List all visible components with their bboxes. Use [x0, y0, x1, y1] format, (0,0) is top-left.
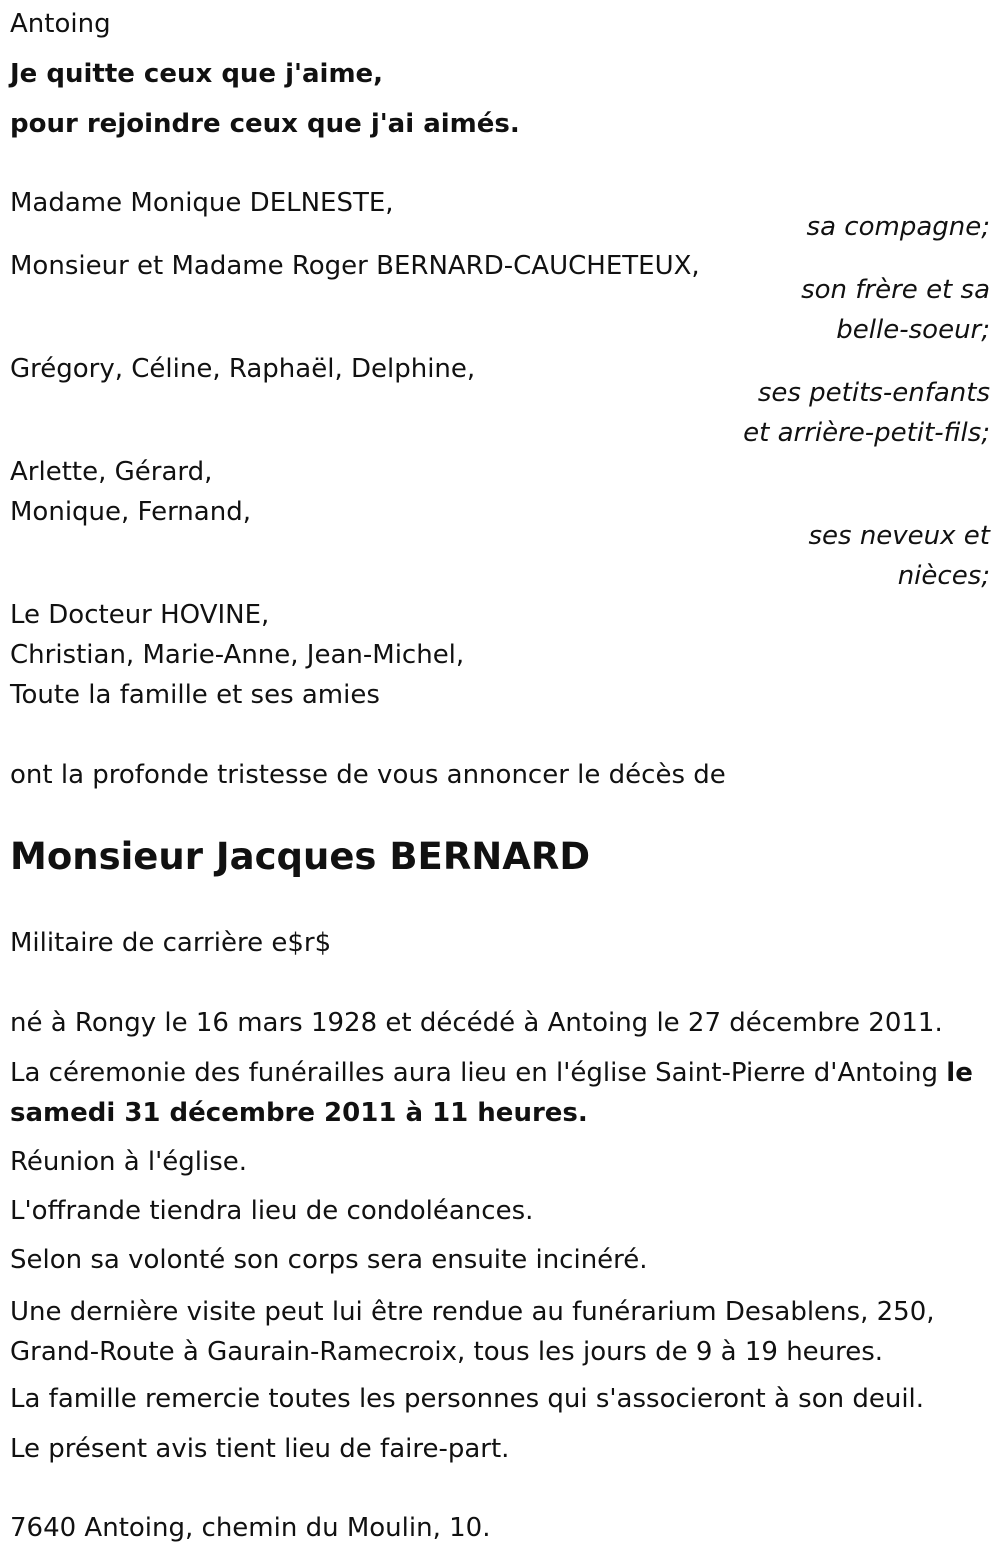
others-line-1: Le Docteur HOVINE, — [10, 600, 270, 630]
birth-death-dates: né à Rongy le 16 mars 1928 et décédé à Antoing le 27 décembre 2011. — [10, 1008, 943, 1038]
thanks-text: La famille remercie toutes les personnes qui s'associeront à son deuil. — [10, 1384, 925, 1414]
nephews-relation-line-1: ses neveux et — [808, 521, 990, 551]
notice-text: Le présent avis tient lieu de faire-part. — [10, 1434, 510, 1464]
nephews-names-line-2: Monique, Fernand, — [10, 497, 251, 527]
meeting-info: Réunion à l'église. — [10, 1147, 248, 1177]
ceremony-text: La céremonie des funérailles aura lieu en l'église Saint-Pierre d'Antoing — [10, 1058, 947, 1088]
nephews-relation-line-2: nièces; — [897, 561, 990, 591]
offering-info: L'offrande tiendra lieu de condoléances. — [10, 1196, 534, 1226]
town-heading: Antoing — [10, 9, 111, 39]
announcement-intro: ont la profonde tristesse de vous annoncer le décès de — [10, 760, 726, 790]
nephews-names-line-1: Arlette, Gérard, — [10, 457, 213, 487]
quote-line-2: pour rejoindre ceux que j'ai aimés. — [10, 109, 520, 139]
visit-info: Une dernière visite peut lui être rendue au funérarium Desablens, 250, Grand-Route à Gaurain-Ramecroix, tous les jours de 9 à 19 heures. — [10, 1297, 935, 1367]
ceremony-date: le samedi 31 décembre 2011 à 11 heures. — [10, 1058, 973, 1128]
cremation-info: Selon sa volonté son corps sera ensuite incinéré. — [10, 1245, 648, 1275]
grandchildren-names: Grégory, Céline, Raphaël, Delphine, — [10, 354, 476, 384]
deceased-name: Monsieur Jacques BERNARD — [10, 835, 591, 878]
sibling-relation-line-2: belle-soeur; — [836, 315, 990, 345]
grandchildren-relation-line-2: et arrière-petit-fils; — [743, 418, 990, 448]
others-line-2: Christian, Marie-Anne, Jean-Michel, — [10, 640, 465, 670]
sibling-relation-line-1: son frère et sa — [801, 275, 990, 305]
family-address: 7640 Antoing, chemin du Moulin, 10. — [10, 1513, 491, 1543]
companion-relation: sa compagne; — [806, 212, 990, 242]
quote-line-1: Je quitte ceux que j'aime, — [10, 59, 384, 89]
sibling-name: Monsieur et Madame Roger BERNARD-CAUCHETEUX, — [10, 251, 700, 281]
others-line-3: Toute la famille et ses amies — [10, 680, 380, 710]
companion-name: Madame Monique DELNESTE, — [10, 188, 394, 218]
occupation: Militaire de carrière e$r$ — [10, 928, 332, 958]
ceremony-paragraph — [10, 1053, 990, 1133]
grandchildren-relation-line-1: ses petits-enfants — [757, 378, 990, 408]
